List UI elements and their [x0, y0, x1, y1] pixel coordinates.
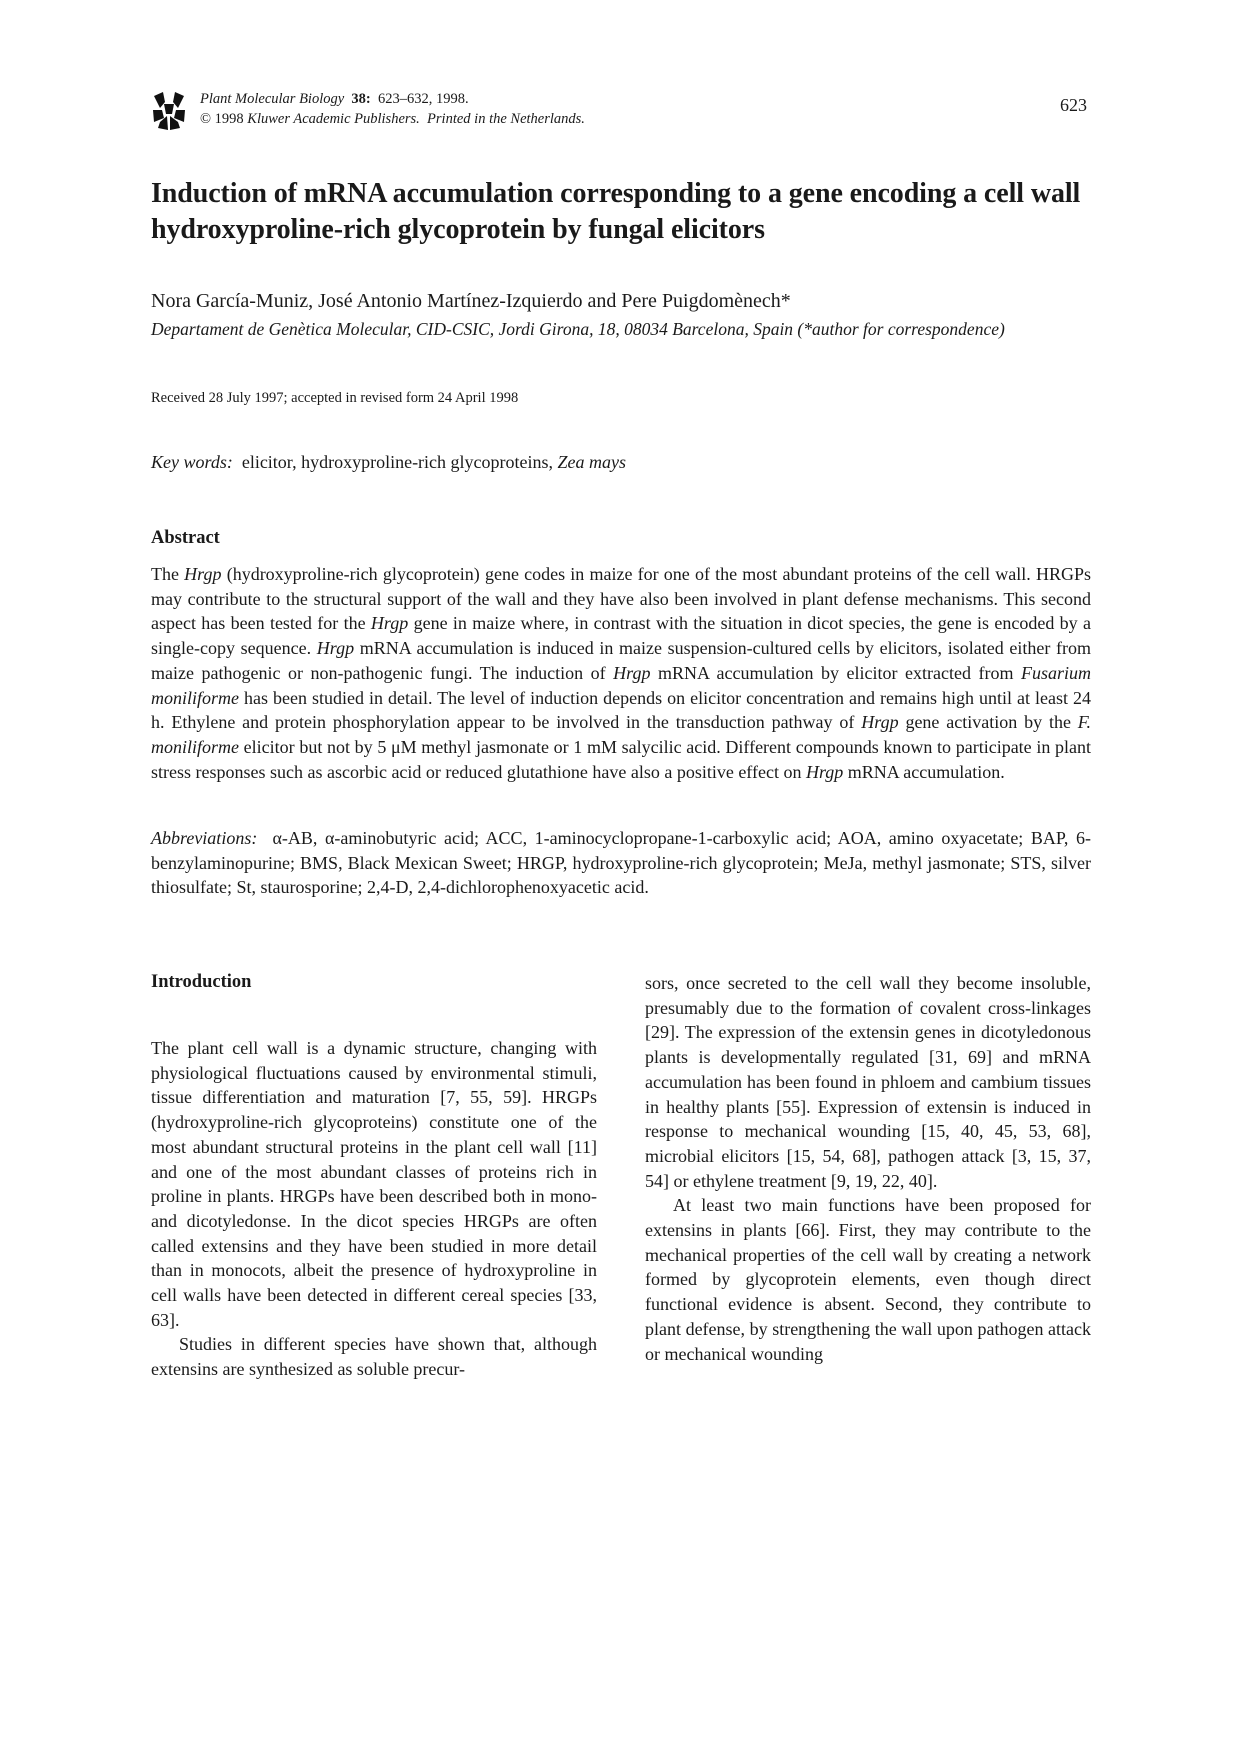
affiliation: Departament de Genètica Molecular, CID-CSIC, Jordi Girona, 18, 08034 Barcelona, Spain (*author for correspondence)	[151, 319, 1005, 339]
received-dates: Received 28 July 1997; accepted in revised form 24 April 1998	[151, 390, 519, 406]
printed-location: Printed in the Netherlands.	[427, 111, 585, 127]
keywords-text: elicitor, hydroxyproline-rich glycoproteins,	[241, 452, 554, 472]
introduction-column-left	[151, 1036, 597, 1382]
authors: Nora García-Muniz, José Antonio Martínez-Izquierdo and Pere Puigdomènech*	[151, 290, 791, 312]
abstract-heading: Abstract	[151, 528, 220, 548]
journal-citation	[200, 89, 585, 129]
introduction-heading: Introduction	[151, 972, 252, 992]
article-title: Induction of mRNA accumulation corresponding to a gene encoding a cell wall hydroxyproline-rich glycoprotein by fungal elicitors	[151, 178, 1081, 245]
abstract-body: The Hrgp (hydroxyproline-rich glycoprotein) gene codes in maize for one of the most abundant proteins of the cell wall. HRGPs may contribute to the structural support of the wall and they have also been involved in plant defense mechanisms. This second aspect has been tested for the Hrgp gene in maize where, in contrast with the situation in dicot species, the gene is encoded by a single-copy sequence. Hrgp mRNA accumulation is induced in maize suspension-cultured cells by elicitors, isolated either from maize pathogenic or non-pathogenic fungi. The induction of Hrgp mRNA accumulation by elicitor extracted from Fusarium moniliforme has been studied in detail. The level of induction depends on elicitor concentration and remains high until at least 24 h. Ethylene and protein phosphorylation appear to be involved in the transduction pathway of Hrgp gene activation by the F. moniliforme elicitor but not by 5 μM methyl jasmonate or 1 mM salycilic acid. Different compounds known to participate in plant stress responses such as ascorbic acid or reduced glutathione have also a positive effect on Hrgp mRNA accumulation.	[151, 564, 1091, 782]
introduction-paragraph-3: At least two main functions have been proposed for extensins in plants [66]. First, they may contribute to the mechanical properties of the cell wall by creating a network formed by glycoprotein elements, even though direct functional evidence is absent. Second, they contribute to plant defense, by strengthening the wall upon pathogen attack or mechanical wounding	[645, 1195, 1091, 1364]
copyright: © 1998	[200, 111, 244, 127]
publisher-name: Kluwer Academic Publishers.	[247, 111, 420, 127]
introduction-column-right	[645, 971, 1091, 1366]
journal-name: Plant Molecular Biology	[200, 91, 345, 107]
introduction-paragraph-2-continued: sors, once secreted to the cell wall they become insoluble, presumably due to the formation of covalent cross-linkages [29]. The expression of the extensin genes in dicotyledonous plants is developmentally regulated [31, 69] and mRNA accumulation has been found in phloem and cambium tissues in healthy plants [55]. Expression of extensin is induced in response to mechanical wounding [15, 40, 45, 53, 68], microbial elicitors [15, 54, 68], pathogen attack [3, 15, 37, 54] or ethylene treatment [9, 19, 22, 40].	[645, 973, 1091, 1191]
journal-volume: 38:	[351, 91, 371, 107]
keywords-label: Key words:	[151, 452, 233, 472]
abbreviations	[151, 826, 1091, 900]
introduction-paragraph-2-start: Studies in different species have shown that, although extensins are synthesized as soluble precur-	[151, 1334, 597, 1380]
abbreviations-label: Abbreviations:	[151, 828, 258, 848]
abbreviations-text: α-AB, α-aminobutyric acid; ACC, 1-aminocyclopropane-1-carboxylic acid; AOA, amino oxyacetate; BAP, 6-benzylaminopurine; BMS, Black Mexican Sweet; HRGP, hydroxyproline-rich glycoprotein; MeJa, methyl jasmonate; STS, silver thiosulfate; St, staurosporine; 2,4-D, 2,4-dichlorophenoxyacetic acid.	[151, 828, 1091, 898]
publisher-logo-icon	[152, 88, 186, 132]
keywords	[151, 452, 626, 473]
introduction-paragraph-1: The plant cell wall is a dynamic structure, changing with physiological fluctuations caused by environmental stimuli, tissue differentiation and maturation [7, 55, 59]. HRGPs (hydroxyproline-rich glycoproteins) constitute one of the most abundant structural proteins in the plant cell wall [11] and one of the most abundant classes of proteins rich in proline in plants. HRGPs have been described both in mono- and dicotyledonse. In the dicot species HRGPs are often called extensins and they have been studied in more detail than in monocots, albeit the presence of hydroxyproline in cell walls have been detected in different cereal species [33, 63].	[151, 1038, 597, 1330]
journal-pages: 623–632, 1998.	[378, 91, 469, 107]
keywords-species: Zea mays	[557, 452, 627, 472]
page-number: 623	[1060, 95, 1087, 115]
